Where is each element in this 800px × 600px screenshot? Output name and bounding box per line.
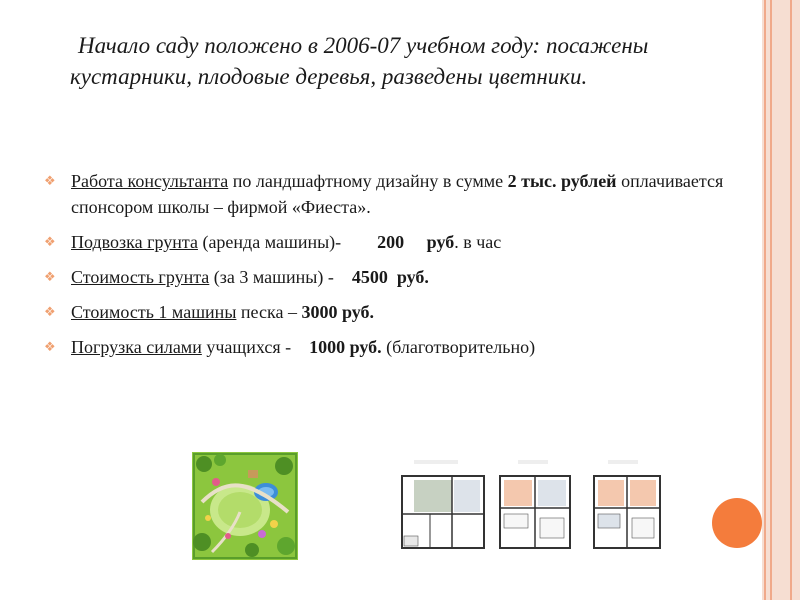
list-item <box>44 229 724 255</box>
border-line <box>764 0 766 600</box>
item-text: (аренда машины)- <box>197 232 378 252</box>
floor-plans-image <box>400 458 668 558</box>
item-lead: Стоимость грунта <box>71 267 210 287</box>
garden-plan-image <box>192 452 298 560</box>
bullet-icon: ❖ <box>44 173 56 188</box>
item-text: (за 3 машины) - <box>209 267 352 287</box>
item-text-tail: . в час <box>454 232 502 252</box>
item-amount: 200 руб <box>377 232 455 252</box>
right-decorative-border <box>762 0 800 600</box>
bullet-icon: ❖ <box>44 304 56 319</box>
bullet-icon: ❖ <box>44 234 56 249</box>
item-text: учащихся - <box>201 337 310 357</box>
item-text: по ландшафтному дизайну в сумме <box>228 171 508 191</box>
bullet-icon: ❖ <box>44 339 56 354</box>
border-line <box>790 0 792 600</box>
bullet-icon: ❖ <box>44 269 56 284</box>
item-lead: Подвозка грунта <box>71 232 198 252</box>
item-text-tail: (благотворительно) <box>381 337 536 357</box>
item-text: песка – <box>236 302 302 322</box>
item-text-tail: оплачивается спонсором школы – фирмой «Фиеста». <box>71 171 724 217</box>
accent-circle <box>712 498 762 548</box>
cost-list <box>44 168 724 369</box>
list-item <box>44 168 724 220</box>
item-amount: 2 тыс. рублей <box>507 171 617 191</box>
item-amount: 4500 руб. <box>351 267 429 287</box>
item-lead: Погрузка силами <box>71 337 202 357</box>
intro-text: Начало саду положено в 2006-07 учебном году: посажены кустарники, плодовые деревья, разведены цветники. <box>70 33 649 89</box>
list-item <box>44 299 724 325</box>
item-amount: 3000 руб. <box>301 302 374 322</box>
list-item <box>44 264 724 290</box>
item-lead: Работа консультанта <box>71 171 229 191</box>
item-lead: Стоимость 1 машины <box>71 302 237 322</box>
list-item <box>44 334 724 360</box>
border-line <box>770 0 772 600</box>
item-amount: 1000 руб. <box>309 337 382 357</box>
